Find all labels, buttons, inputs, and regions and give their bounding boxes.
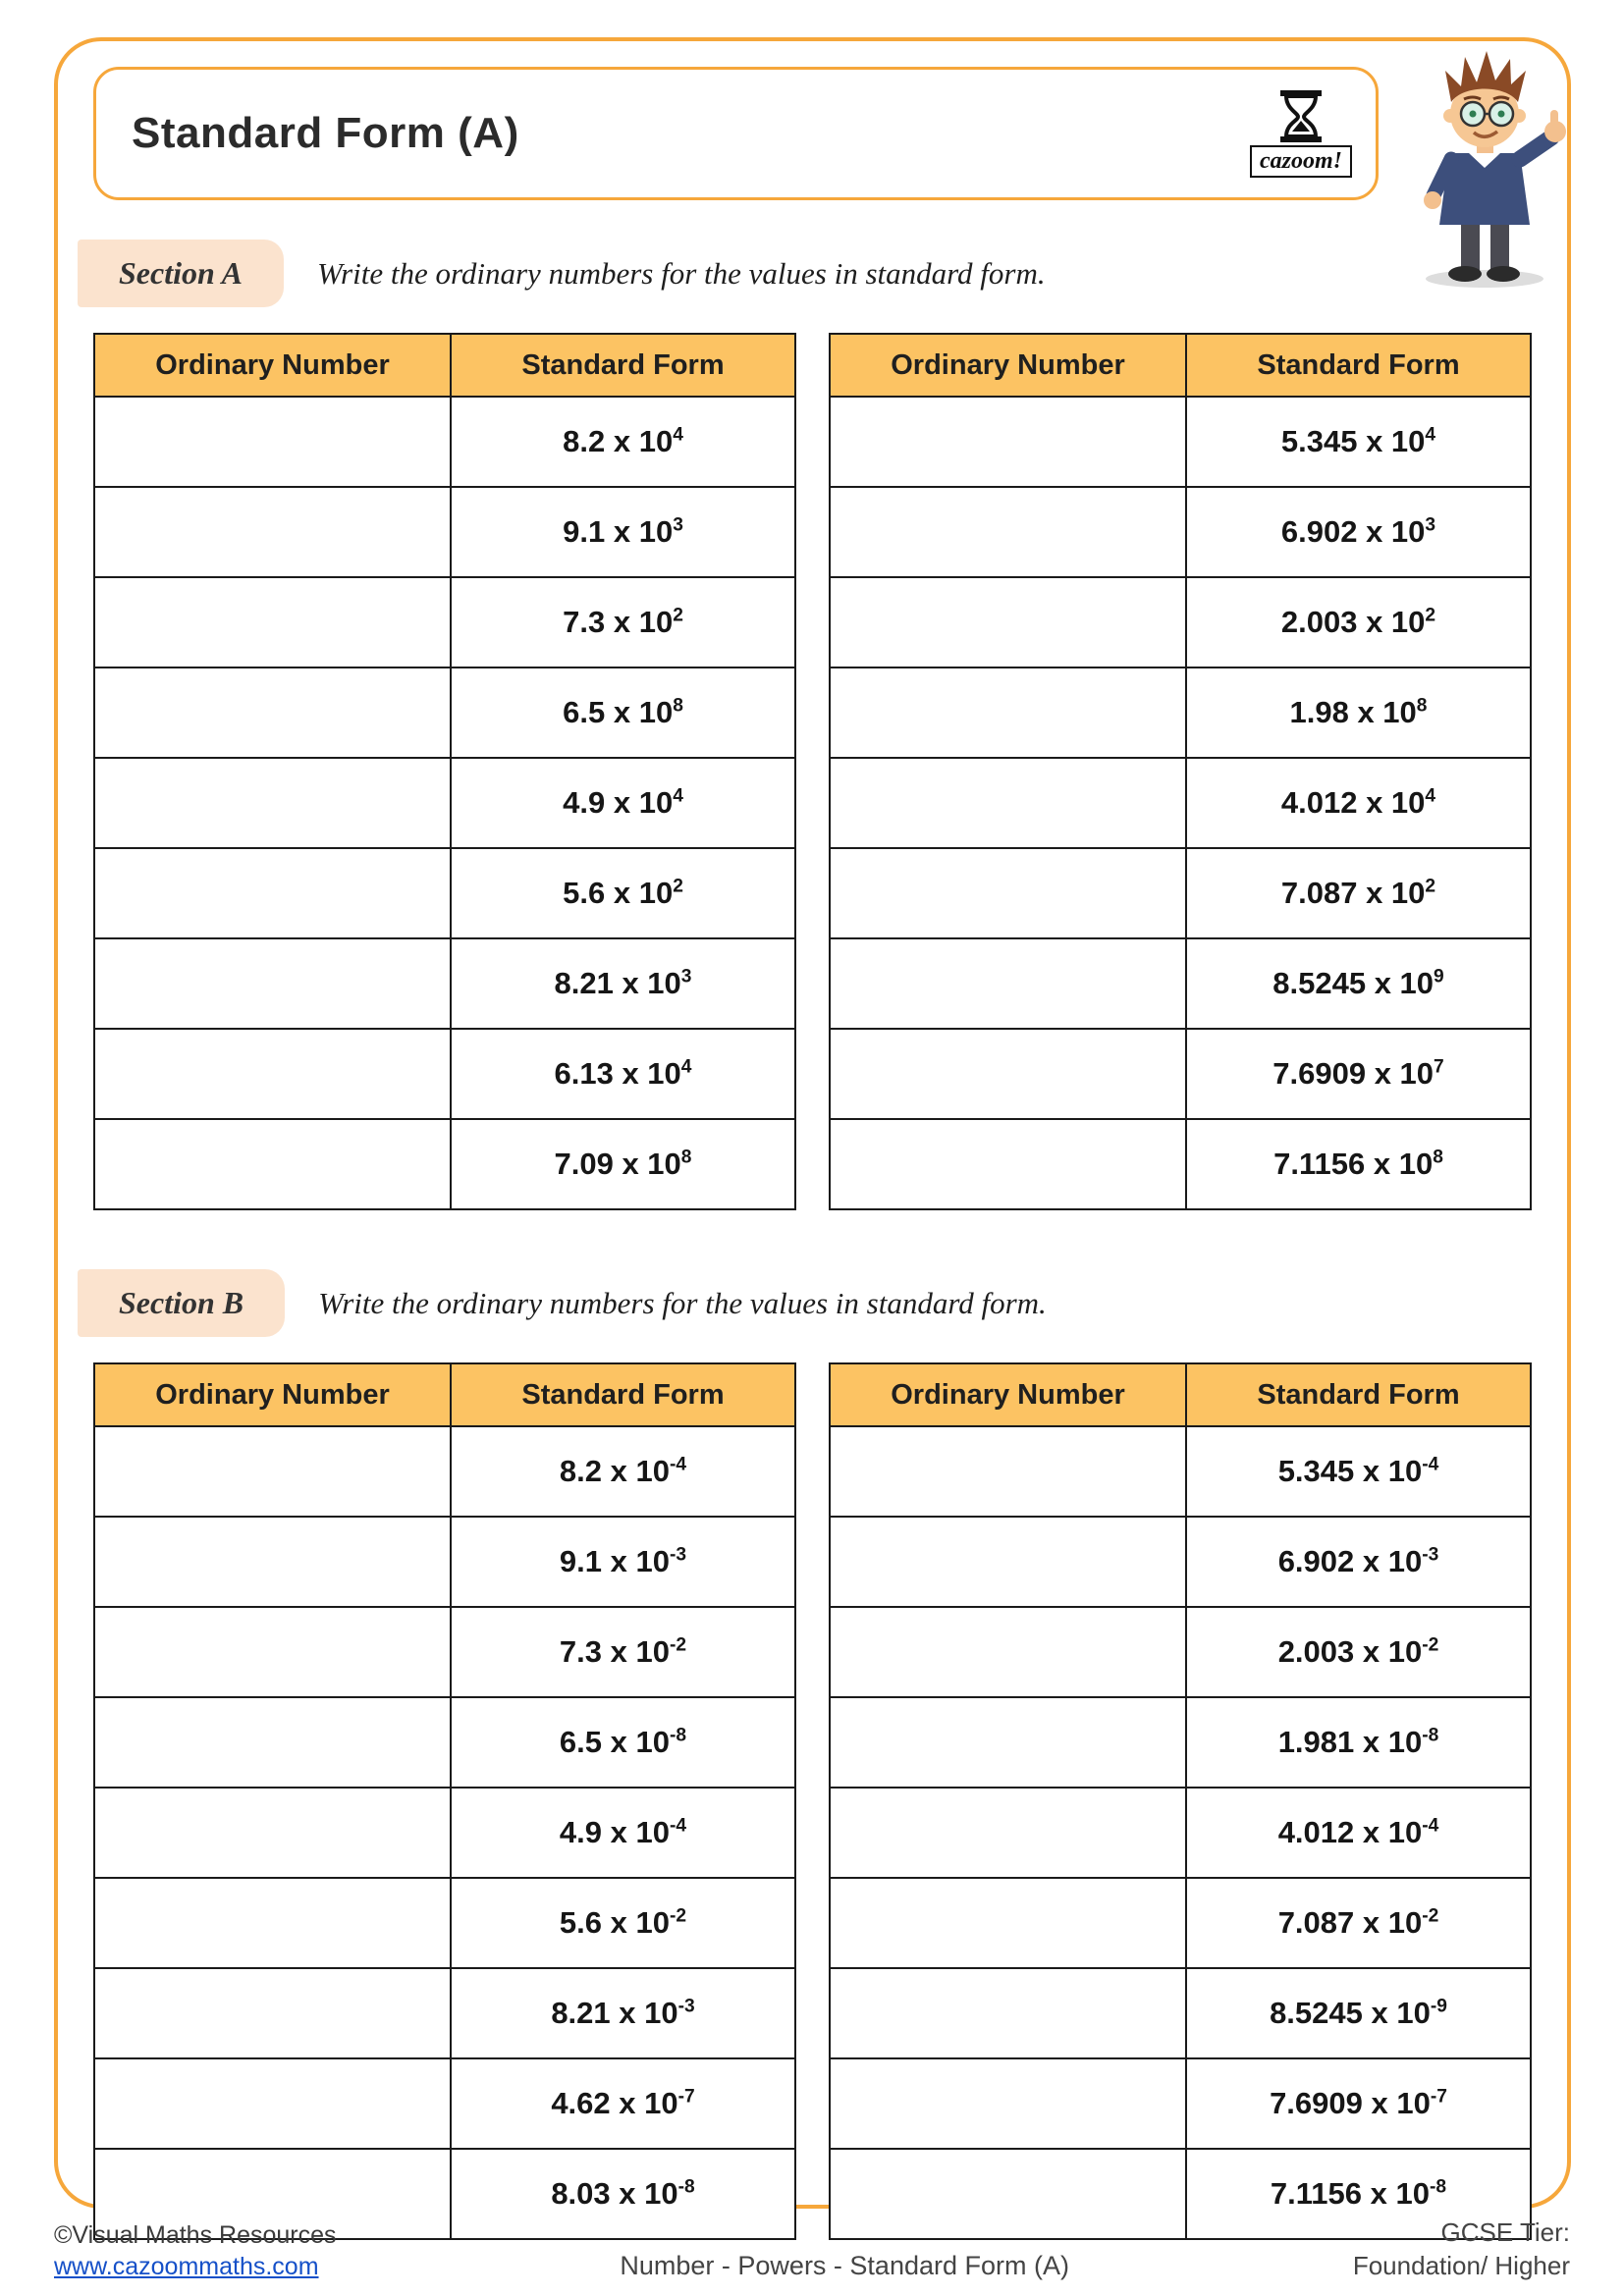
exponent: 4 (673, 785, 683, 807)
col-header-standard-form: Standard Form (451, 334, 795, 397)
standard-form-cell (1186, 1517, 1531, 1607)
section-a-tables (93, 333, 1532, 1210)
section-label: Section B (78, 1269, 285, 1337)
exponent: -9 (1430, 1996, 1447, 2017)
mantissa: 5.6 (559, 1905, 603, 1940)
ordinary-number-answer-cell (830, 1968, 1186, 2058)
section-instruction: Write the ordinary numbers for the values in standard form. (318, 1285, 1047, 1320)
standard-form-cell (451, 1878, 795, 1968)
times-ten: x 10 (1362, 2176, 1430, 2211)
table-row (94, 2058, 795, 2149)
mantissa: 7.09 (554, 1147, 614, 1181)
standard-form-cell (1186, 487, 1531, 577)
times-ten: x 10 (610, 1996, 678, 2030)
ordinary-number-answer-cell (830, 1517, 1186, 1607)
mantissa: 7.087 (1280, 876, 1358, 910)
mantissa: 9.1 (563, 514, 606, 549)
ordinary-number-answer-cell (830, 2058, 1186, 2149)
table-row (830, 397, 1531, 487)
times-ten: x 10 (605, 785, 674, 820)
page-title: Standard Form (A) (132, 109, 519, 157)
table-row (94, 1697, 795, 1788)
ordinary-number-answer-cell (830, 1697, 1186, 1788)
worksheet-table (829, 1362, 1532, 2240)
ordinary-number-answer-cell (94, 1517, 451, 1607)
col-header-standard-form: Standard Form (1186, 334, 1531, 397)
standard-form-cell (451, 1119, 795, 1209)
mantissa: 9.1 (559, 1544, 603, 1578)
table-row (830, 1119, 1531, 1209)
times-ten: x 10 (605, 424, 674, 458)
times-ten: x 10 (1357, 876, 1426, 910)
ordinary-number-answer-cell (830, 848, 1186, 938)
times-ten: x 10 (1366, 966, 1435, 1000)
standard-form-cell (1186, 1968, 1531, 2058)
exponent: 2 (1425, 605, 1436, 626)
standard-form-cell (451, 938, 795, 1029)
exponent: -8 (1429, 2176, 1447, 2198)
col-header-ordinary-number: Ordinary Number (830, 334, 1186, 397)
exponent: -7 (1430, 2086, 1447, 2108)
times-ten: x 10 (605, 605, 674, 639)
mantissa: 6.5 (563, 695, 606, 729)
times-ten: x 10 (613, 966, 681, 1000)
table-row (830, 487, 1531, 577)
times-ten: x 10 (605, 695, 674, 729)
table-row (94, 1426, 795, 1517)
standard-form-cell (451, 577, 795, 667)
cazoom-logo (1244, 86, 1358, 182)
standard-form-cell (1186, 938, 1531, 1029)
exponent: 7 (1434, 1056, 1444, 1078)
standard-form-cell (1186, 667, 1531, 758)
standard-form-cell (1186, 397, 1531, 487)
exponent: 3 (680, 966, 692, 988)
standard-form-cell (1186, 1119, 1531, 1209)
standard-form-cell (451, 1426, 795, 1517)
worksheet-table (93, 333, 796, 1210)
header-row (830, 1363, 1531, 1426)
ordinary-number-answer-cell (94, 848, 451, 938)
mantissa: 7.6909 (1272, 1056, 1367, 1091)
exponent: -8 (1422, 1725, 1439, 1746)
table-row (94, 487, 795, 577)
times-ten: x 10 (1354, 1634, 1423, 1669)
copyright-text: ©Visual Maths Resources (54, 2220, 337, 2249)
exponent: -4 (1422, 1454, 1439, 1475)
table-row (94, 758, 795, 848)
table-row (94, 1119, 795, 1209)
mantissa: 2.003 (1277, 1634, 1355, 1669)
times-ten: x 10 (613, 1056, 681, 1091)
header-row (93, 67, 1532, 204)
times-ten: x 10 (1354, 1905, 1423, 1940)
mantissa: 7.3 (563, 605, 606, 639)
times-ten: x 10 (1362, 1996, 1431, 2030)
ordinary-number-answer-cell (830, 667, 1186, 758)
section-label: Section A (78, 240, 284, 307)
ordinary-number-answer-cell (830, 1426, 1186, 1517)
standard-form-cell (451, 397, 795, 487)
table-row (94, 1788, 795, 1878)
exponent: -2 (669, 1905, 687, 1927)
times-ten: x 10 (602, 1454, 670, 1488)
exponent: -2 (1422, 1905, 1439, 1927)
times-ten: x 10 (610, 2176, 678, 2211)
ordinary-number-answer-cell (94, 1788, 451, 1878)
mantissa: 4.9 (559, 1815, 603, 1849)
exponent: -8 (677, 2176, 695, 2198)
exponent: 8 (1433, 1147, 1443, 1168)
times-ten: x 10 (1354, 1544, 1423, 1578)
worksheet-table (93, 1362, 796, 2240)
worksheet-table (829, 333, 1532, 1210)
col-header-ordinary-number: Ordinary Number (830, 1363, 1186, 1426)
exponent: -7 (677, 2086, 695, 2108)
mantissa: 8.21 (554, 966, 614, 1000)
footer-worksheet-title: Number - Powers - Standard Form (A) (620, 2250, 1069, 2280)
times-ten: x 10 (602, 1725, 670, 1759)
exponent: 4 (673, 424, 683, 446)
mantissa: 4.62 (551, 2086, 611, 2120)
standard-form-cell (451, 1968, 795, 2058)
ordinary-number-answer-cell (830, 1878, 1186, 1968)
table-row (830, 1029, 1531, 1119)
mantissa: 7.6909 (1270, 2086, 1363, 2120)
times-ten: x 10 (1354, 1725, 1423, 1759)
mantissa: 5.6 (563, 876, 606, 910)
cazoom-logo-text: cazoom! (1250, 145, 1352, 178)
standard-form-cell (1186, 1029, 1531, 1119)
table-row (94, 1029, 795, 1119)
table-row (94, 397, 795, 487)
tier-label: GCSE Tier: (1440, 2217, 1570, 2247)
ordinary-number-answer-cell (830, 577, 1186, 667)
exponent: 3 (673, 514, 683, 536)
ordinary-number-answer-cell (830, 487, 1186, 577)
exponent: -3 (677, 1996, 695, 2017)
exponent: -3 (669, 1544, 687, 1566)
standard-form-cell (1186, 1426, 1531, 1517)
standard-form-cell (451, 1697, 795, 1788)
title-box (93, 67, 1379, 200)
header-row (94, 334, 795, 397)
standard-form-cell (451, 667, 795, 758)
ordinary-number-answer-cell (830, 1607, 1186, 1697)
times-ten: x 10 (1366, 1056, 1435, 1091)
header-row (830, 334, 1531, 397)
standard-form-cell (1186, 2058, 1531, 2149)
table-row (94, 1878, 795, 1968)
exponent: 2 (673, 605, 683, 626)
standard-form-cell (451, 848, 795, 938)
exponent: -4 (1422, 1815, 1439, 1837)
mantissa: 1.981 (1277, 1725, 1355, 1759)
header-row (94, 1363, 795, 1426)
ordinary-number-answer-cell (830, 397, 1186, 487)
col-header-standard-form: Standard Form (1186, 1363, 1531, 1426)
footer (54, 2216, 1570, 2283)
table-row (830, 1968, 1531, 2058)
mantissa: 7.1156 (1270, 2176, 1363, 2211)
standard-form-cell (1186, 1878, 1531, 1968)
mantissa: 5.345 (1277, 1454, 1355, 1488)
ordinary-number-answer-cell (830, 1119, 1186, 1209)
ordinary-number-answer-cell (94, 487, 451, 577)
exponent: -4 (669, 1454, 687, 1475)
table-row (94, 1517, 795, 1607)
ordinary-number-answer-cell (830, 1029, 1186, 1119)
mantissa: 8.2 (563, 424, 606, 458)
tier-value: Foundation/ Higher (1352, 2250, 1570, 2280)
hourglass-icon (1275, 90, 1326, 143)
exponent: 2 (1425, 876, 1436, 897)
exponent: 4 (1425, 424, 1436, 446)
times-ten: x 10 (1365, 1147, 1434, 1181)
ordinary-number-answer-cell (94, 1607, 451, 1697)
table-row (830, 667, 1531, 758)
mantissa: 6.13 (554, 1056, 614, 1091)
times-ten: x 10 (1357, 605, 1426, 639)
table-row (830, 758, 1531, 848)
times-ten: x 10 (602, 1815, 670, 1849)
mantissa: 1.98 (1289, 695, 1349, 729)
standard-form-cell (451, 1607, 795, 1697)
website-link[interactable]: www.cazoommaths.com (54, 2253, 319, 2281)
ordinary-number-answer-cell (94, 397, 451, 487)
standard-form-cell (1186, 758, 1531, 848)
col-header-ordinary-number: Ordinary Number (94, 1363, 451, 1426)
times-ten: x 10 (605, 876, 674, 910)
mantissa: 6.5 (559, 1725, 603, 1759)
mantissa: 4.9 (563, 785, 606, 820)
table-row (830, 848, 1531, 938)
table-row (830, 2058, 1531, 2149)
standard-form-cell (1186, 577, 1531, 667)
exponent: 8 (673, 695, 683, 717)
standard-form-cell (1186, 1697, 1531, 1788)
times-ten: x 10 (613, 1147, 681, 1181)
exponent: -4 (669, 1815, 687, 1837)
standard-form-cell (1186, 1788, 1531, 1878)
standard-form-cell (1186, 848, 1531, 938)
times-ten: x 10 (1357, 424, 1426, 458)
section-instruction: Write the ordinary numbers for the values in standard form. (316, 255, 1046, 291)
section-b-tables (93, 1362, 1532, 2240)
times-ten: x 10 (1348, 695, 1417, 729)
mantissa: 8.2 (559, 1454, 603, 1488)
mantissa: 4.012 (1277, 1815, 1355, 1849)
table-row (94, 1607, 795, 1697)
standard-form-cell (1186, 1607, 1531, 1697)
exponent: 4 (680, 1056, 692, 1078)
col-header-standard-form: Standard Form (451, 1363, 795, 1426)
times-ten: x 10 (1354, 1815, 1423, 1849)
ordinary-number-answer-cell (830, 1788, 1186, 1878)
exponent: -2 (1422, 1634, 1439, 1656)
times-ten: x 10 (602, 1905, 670, 1940)
standard-form-cell (451, 758, 795, 848)
exponent: -2 (669, 1634, 687, 1656)
mantissa: 4.012 (1280, 785, 1358, 820)
table-row (94, 848, 795, 938)
table-row (830, 1426, 1531, 1517)
ordinary-number-answer-cell (94, 1029, 451, 1119)
table-row (94, 667, 795, 758)
times-ten: x 10 (602, 1634, 670, 1669)
times-ten: x 10 (1354, 1454, 1423, 1488)
ordinary-number-answer-cell (94, 1426, 451, 1517)
ordinary-number-answer-cell (94, 2058, 451, 2149)
exponent: 8 (1416, 695, 1428, 717)
ordinary-number-answer-cell (830, 758, 1186, 848)
exponent: -3 (1422, 1544, 1439, 1566)
exponent: -8 (669, 1725, 687, 1746)
exponent: 4 (1425, 785, 1436, 807)
table-row (830, 577, 1531, 667)
times-ten: x 10 (1362, 2086, 1431, 2120)
ordinary-number-answer-cell (830, 938, 1186, 1029)
table-row (94, 938, 795, 1029)
ordinary-number-answer-cell (94, 1119, 451, 1209)
exponent: 8 (680, 1147, 692, 1168)
mantissa: 8.5245 (1270, 1996, 1363, 2030)
times-ten: x 10 (610, 2086, 678, 2120)
ordinary-number-answer-cell (94, 577, 451, 667)
ordinary-number-answer-cell (94, 1968, 451, 2058)
worksheet-frame (54, 37, 1571, 2209)
exponent: 3 (1425, 514, 1436, 536)
times-ten: x 10 (1357, 514, 1426, 549)
mantissa: 6.902 (1277, 1544, 1355, 1578)
table-row (94, 1968, 795, 2058)
ordinary-number-answer-cell (94, 1697, 451, 1788)
standard-form-cell (451, 487, 795, 577)
ordinary-number-answer-cell (94, 667, 451, 758)
exponent: 2 (673, 876, 683, 897)
times-ten: x 10 (605, 514, 674, 549)
standard-form-cell (451, 1517, 795, 1607)
table-row (830, 1517, 1531, 1607)
section-b-head (78, 1269, 1532, 1337)
table-row (94, 577, 795, 667)
mascot-illustration (1386, 43, 1593, 291)
mantissa: 7.087 (1277, 1905, 1355, 1940)
table-row (830, 1878, 1531, 1968)
standard-form-cell (451, 1788, 795, 1878)
mantissa: 6.902 (1280, 514, 1358, 549)
ordinary-number-answer-cell (94, 758, 451, 848)
times-ten: x 10 (602, 1544, 670, 1578)
table-row (830, 1697, 1531, 1788)
mantissa: 8.03 (551, 2176, 611, 2211)
mantissa: 7.1156 (1273, 1147, 1366, 1181)
table-row (830, 1607, 1531, 1697)
times-ten: x 10 (1357, 785, 1426, 820)
standard-form-cell (451, 2058, 795, 2149)
col-header-ordinary-number: Ordinary Number (94, 334, 451, 397)
mantissa: 2.003 (1280, 605, 1358, 639)
table-row (830, 938, 1531, 1029)
mantissa: 5.345 (1280, 424, 1358, 458)
section-a-head (78, 240, 1532, 307)
ordinary-number-answer-cell (94, 1878, 451, 1968)
mantissa: 7.3 (559, 1634, 603, 1669)
standard-form-cell (451, 1029, 795, 1119)
table-row (830, 1788, 1531, 1878)
ordinary-number-answer-cell (94, 938, 451, 1029)
mantissa: 8.21 (551, 1996, 611, 2030)
exponent: 9 (1434, 966, 1444, 988)
mantissa: 8.5245 (1272, 966, 1367, 1000)
